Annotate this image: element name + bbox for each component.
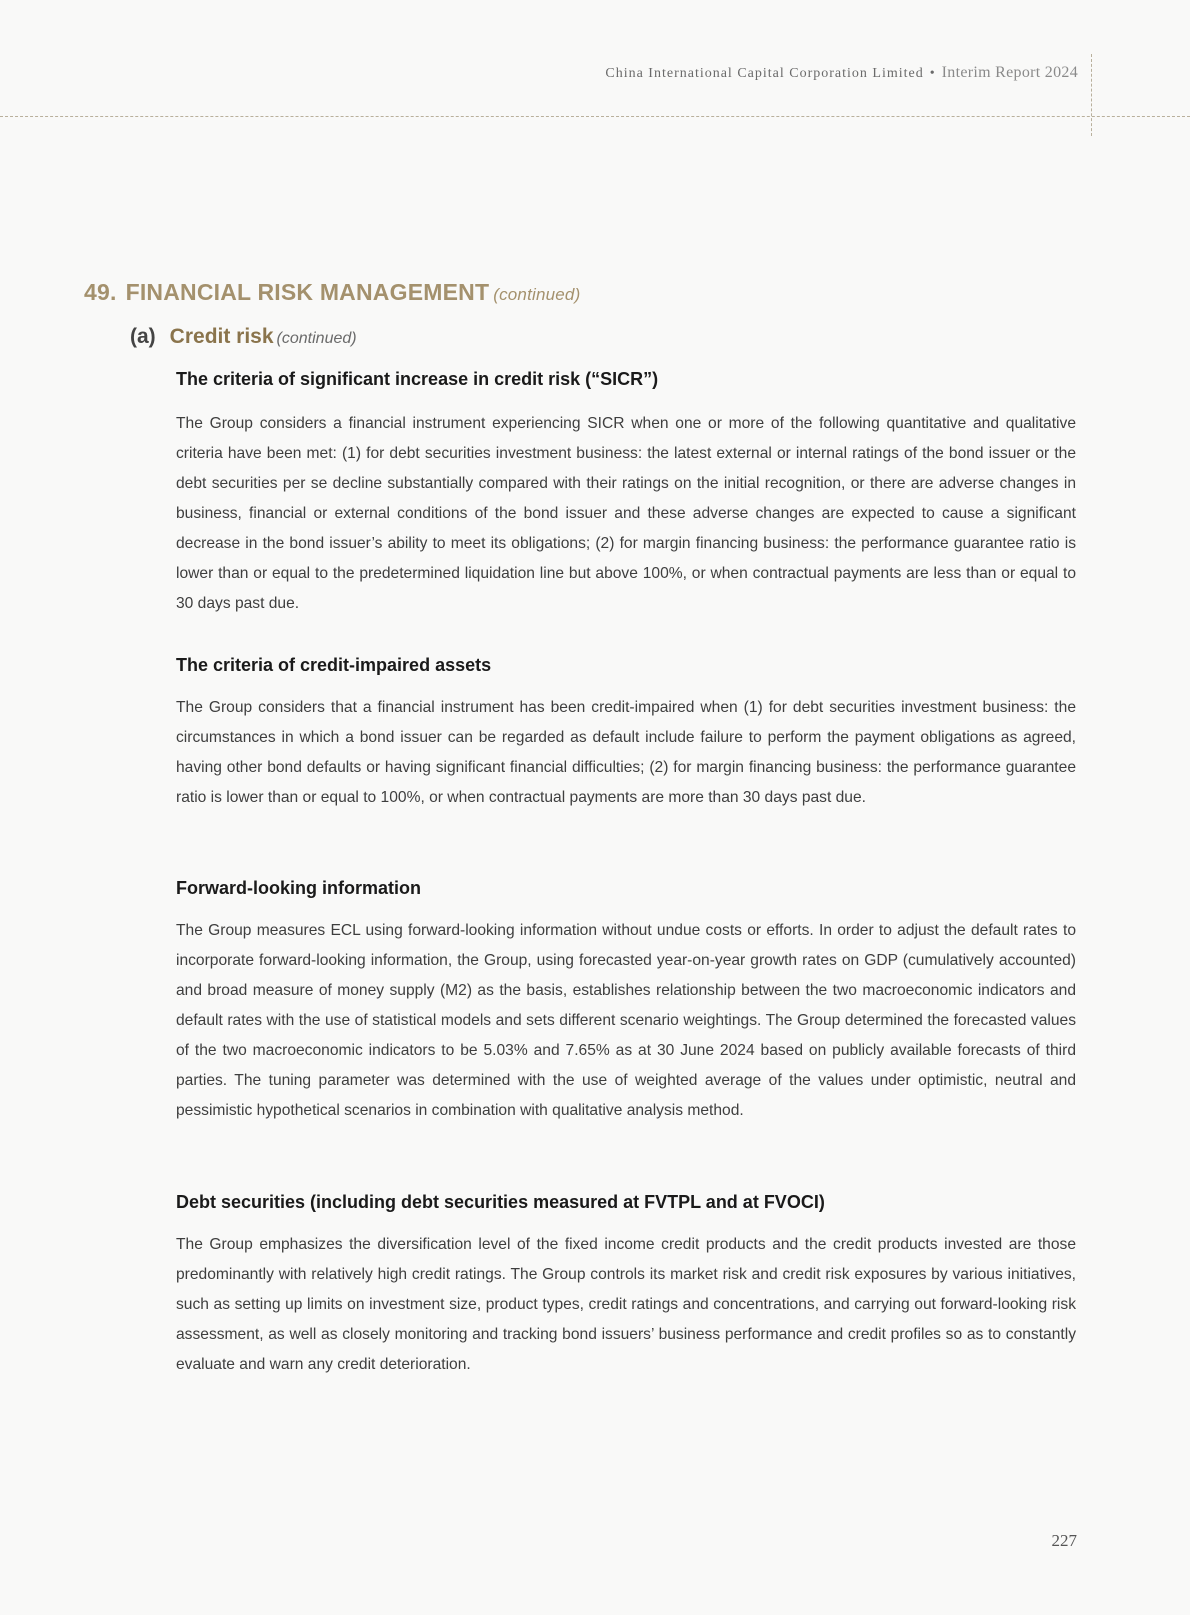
subsection-title [130,325,357,349]
header-separator: • [929,66,936,81]
paragraph-debt-securities: The Group emphasizes the diversification level of the fixed income credit products and the credit products invested are those predominantly with relatively high credit ratings. The Group controls its market risk and credit risk exposures by various initiatives, such as setting up limits on investment size, product types, credit ratings and concentrations, and carrying out forward-looking risk assessment, as well as closely monitoring and tracking bond issuers’ business performance and credit profiles so as to constantly evaluate and warn any credit deterioration. [176,1236,1076,1373]
subsection-heading: Credit risk [169,325,274,348]
heading-credit-impaired: The criteria of credit-impaired assets [176,655,492,675]
section-heading: FINANCIAL RISK MANAGEMENT [125,279,490,305]
subsection-continued: (continued) [276,330,357,347]
paragraph-sicr: The Group considers a financial instrument experiencing SICR when one or more of the following quantitative and qualitative criteria have been met: (1) for debt securities investment business: the latest external or internal ratings of the bond issuer or the debt securities per se decline substantially compared with their ratings on the initial recognition, or there are adverse changes in business, financial or external conditions of the bond issuer and these adverse changes are expected to cause a significant decrease in the bond issuer’s ability to meet its obligations; (2) for margin financing business: the performance guarantee ratio is lower than or equal to the predetermined liquidation line but above 100%, or when contractual payments are less than or equal to 30 days past due. [176,415,1076,612]
heading-debt-securities: Debt securities (including debt securities measured at FVTPL and at FVOCI) [176,1192,825,1212]
heading-forward-looking: Forward-looking information [176,878,421,898]
header-dashed-rule [0,116,1190,117]
section-number: 49. [84,279,117,305]
paragraph-forward-looking: The Group measures ECL using forward-looking information without undue costs or efforts. In order to adjust the default rates to incorporate forward-looking information, the Group, using forecasted year-on-year growth rates on GDP (cumulatively accounted) and broad measure of money supply (M2) as the basis, establishes relationship between the two macroeconomic indicators and default rates with the use of statistical models and sets different scenario weightings. The Group determined the forecasted values of the two macroeconomic indicators to be 5.03% and 7.65% as at 30 June 2024 based on publicly available forecasts of third parties. The tuning parameter was determined with the use of weighted average of the values under optimistic, neutral and pessimistic hypothetical scenarios in combination with qualitative analysis method. [176,922,1076,1119]
header-report-title: Interim Report 2024 [941,64,1078,81]
heading-sicr: The criteria of significant increase in credit risk (“SICR”) [176,369,659,389]
header-company: China International Capital Corporation Limited [605,66,924,81]
section-continued: (continued) [493,285,581,304]
paragraph-credit-impaired: The Group considers that a financial instrument has been credit-impaired when (1) for debt securities investment business: the circumstances in which a bond issuer can be regarded as default include failure to perform the payment obligations as agreed, having other bond defaults or having significant financial difficulties; (2) for margin financing business: the performance guarantee ratio is lower than or equal to 100%, or when contractual payments are more than 30 days past due. [176,699,1076,806]
subsection-letter: (a) [130,325,156,348]
running-header [605,64,1078,82]
page-number: 227 [1051,1531,1077,1550]
section-title [84,279,580,306]
header-dashed-mark [1091,54,1092,136]
